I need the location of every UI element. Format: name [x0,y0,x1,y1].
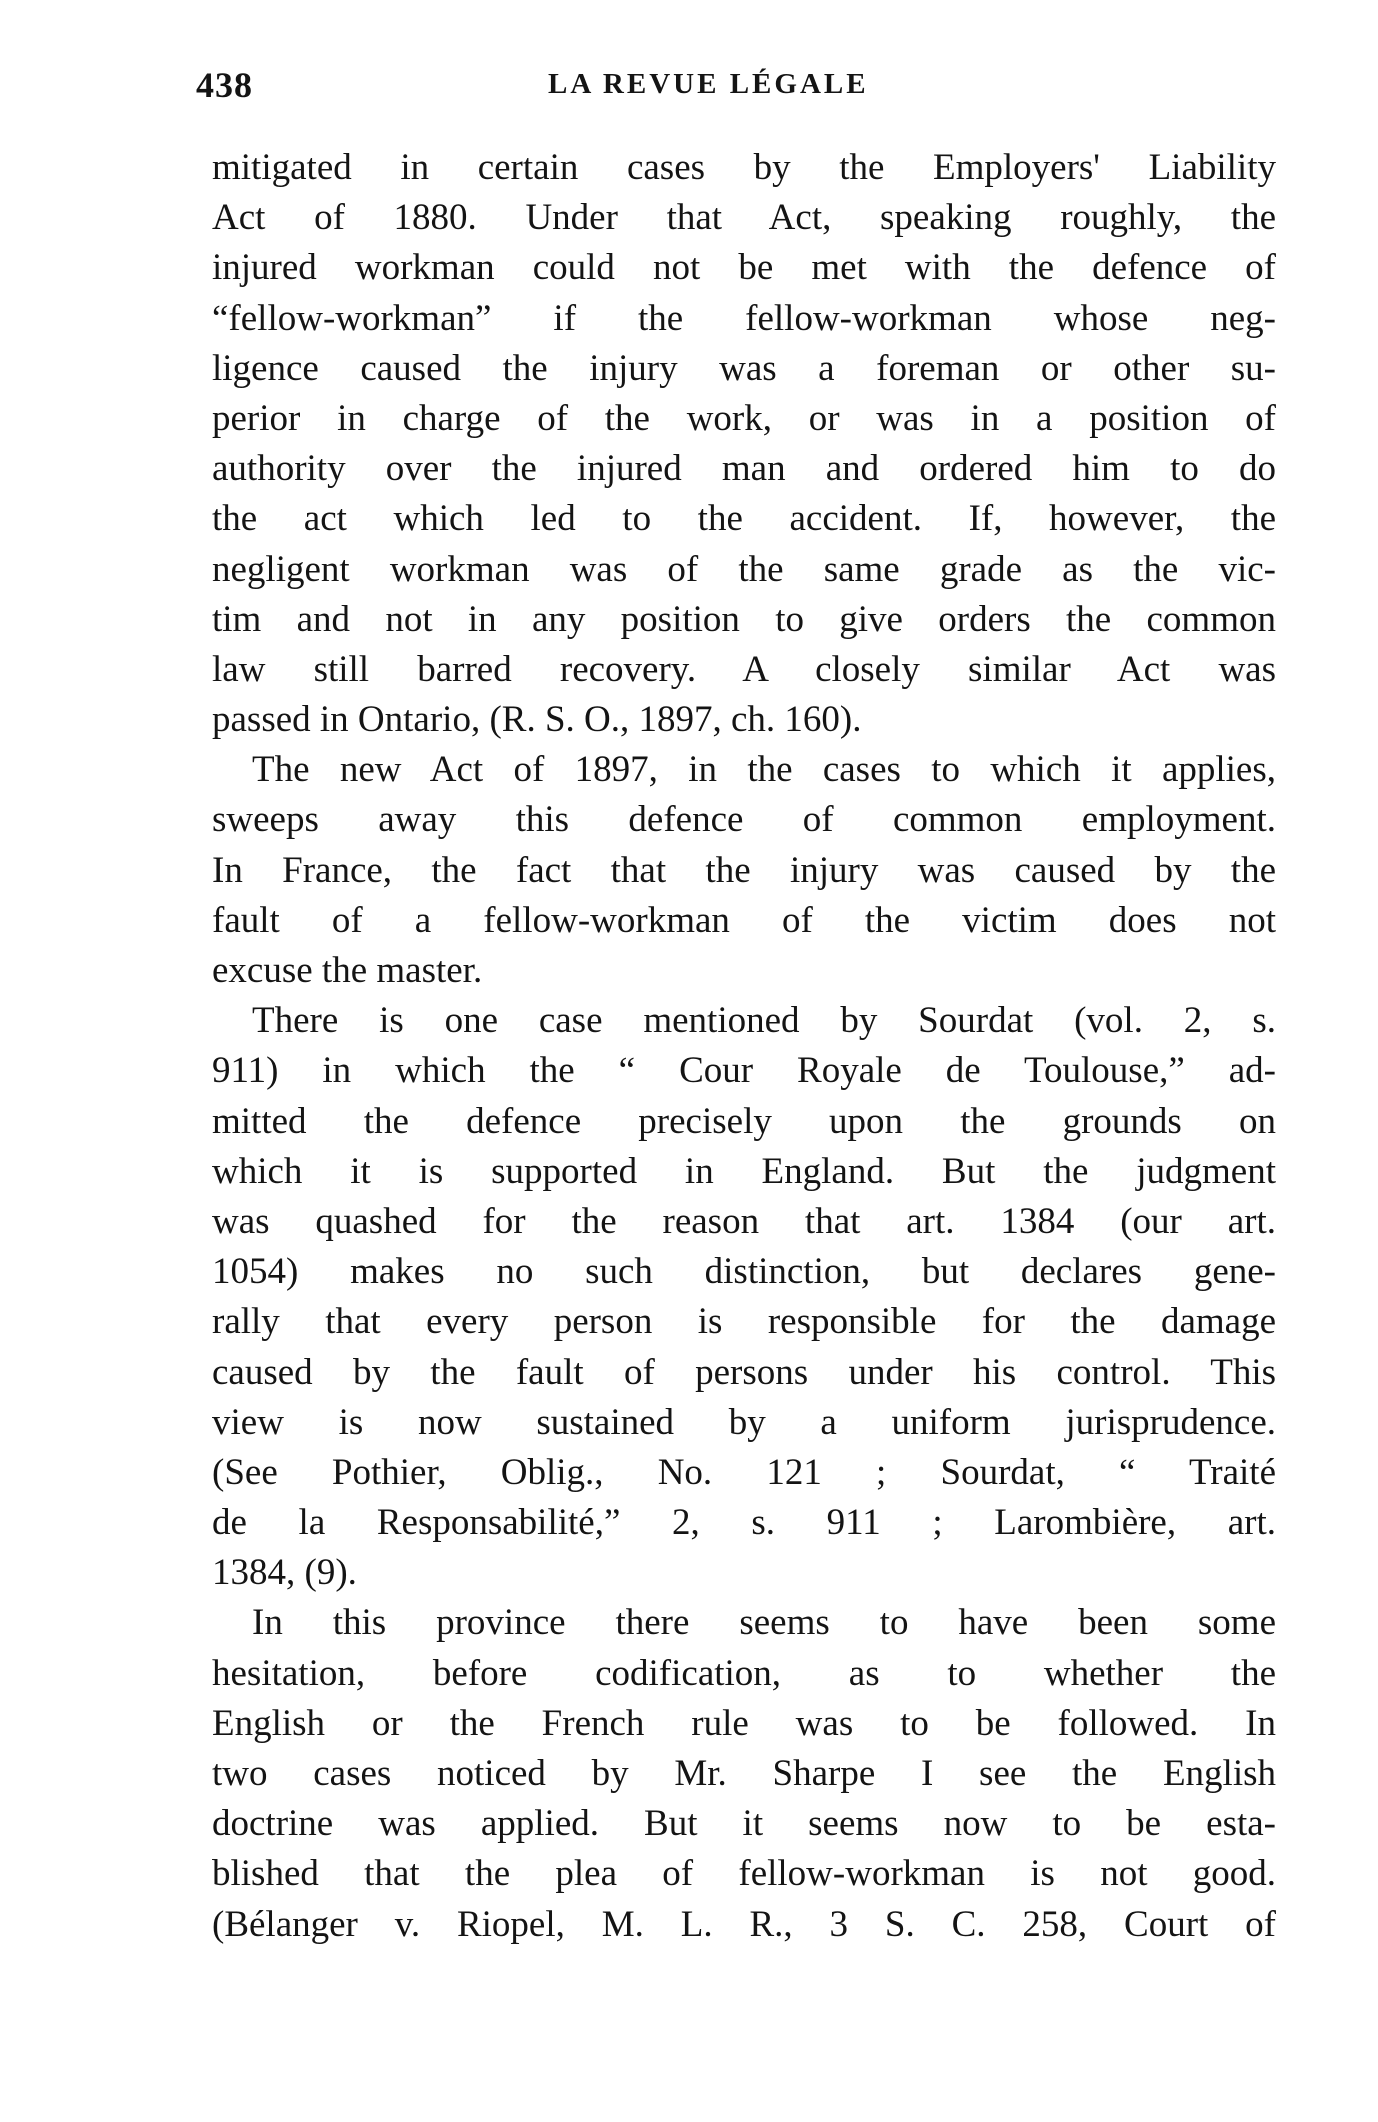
text-line: caused by the fault of persons under his control. This [212,1351,1276,1393]
text-line: mitigated in certain cases by the Employers' Liability [212,147,1276,188]
text-line: excuse the master. [212,950,483,991]
paragraph [212,745,1276,996]
text-line: the act which led to the accident. If, however, the [212,498,1276,540]
text-line: The new Act of 1897, in the cases to which it applies, [252,749,1276,791]
text-line: In France, the fact that the injury was caused by the [212,849,1276,891]
text-line: passed in Ontario, (R. S. O., 1897, ch. 160). [212,699,862,741]
paragraph [212,143,1276,745]
running-title: LA REVUE LÉGALE [548,68,869,100]
text-line: tim and not in any position to give orders the common [212,598,1276,640]
text-line: There is one case mentioned by Sourdat (vol. 2, s. [252,1000,1276,1042]
text-line: ligence caused the injury was a foreman or other su- [212,347,1276,389]
text-line: Act of 1880. Under that Act, speaking roughly, the [212,197,1276,239]
text-line: two cases noticed by Mr. Sharpe I see the English [212,1753,1276,1794]
text-line: sweeps away this defence of common employment. [212,799,1276,841]
text-line: 1054) makes no such distinction, but declares gene- [212,1251,1276,1293]
text-line: negligent workman was of the same grade as the vic- [212,548,1276,590]
text-line: was quashed for the reason that art. 1384 (our art. [212,1200,1276,1242]
text-line: authority over the injured man and ordered him to do [212,448,1276,490]
text-line: English or the French rule was to be followed. In [212,1702,1276,1744]
text-line: doctrine was applied. But it seems now to be esta- [212,1803,1276,1845]
body-text [212,143,1276,1950]
text-line: which it is supported in England. But the judgment [212,1150,1276,1192]
text-line: blished that the plea of fellow-workman is not good. [212,1853,1276,1895]
text-line: (Bélanger v. Riopel, M. L. R., 3 S. C. 258, Court of [212,1903,1276,1945]
text-line: 911) in which the “ Cour Royale de Toulouse,” ad- [212,1050,1276,1092]
text-line: de la Responsabilité,” 2, s. 911 ; Larombière, art. [212,1502,1276,1544]
text-line: (See Pothier, Oblig., No. 121 ; Sourdat, “ Traité [212,1451,1276,1493]
paragraph [212,996,1276,1598]
paragraph [212,1598,1276,1949]
text-line: mitted the defence precisely upon the grounds on [212,1100,1276,1142]
page-number: 438 [196,65,253,105]
text-line: view is now sustained by a uniform jurisprudence. [212,1401,1276,1443]
page-header [196,64,1276,114]
text-line: law still barred recovery. A closely similar Act was [212,648,1276,690]
text-line: fault of a fellow-workman of the victim does not [212,899,1276,941]
text-line: hesitation, before codification, as to whether the [212,1652,1276,1694]
text-line: 1384, (9). [212,1552,357,1594]
text-line: rally that every person is responsible for the damage [212,1301,1276,1343]
text-line: In this province there seems to have been some [252,1602,1276,1644]
text-line: injured workman could not be met with the defence of [212,247,1276,289]
text-line: “fellow-workman” if the fellow-workman whose neg- [212,297,1276,339]
text-line: perior in charge of the work, or was in a position of [212,397,1276,439]
